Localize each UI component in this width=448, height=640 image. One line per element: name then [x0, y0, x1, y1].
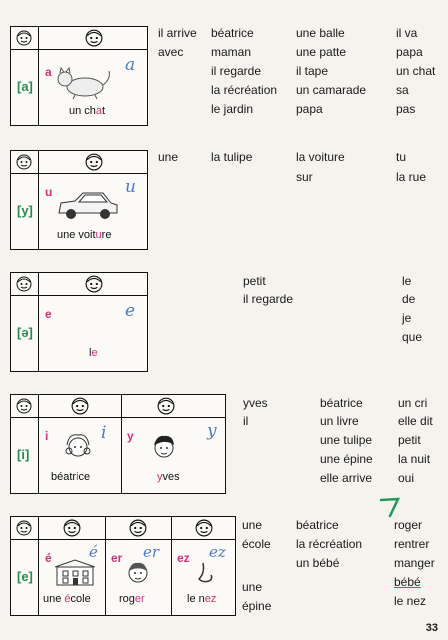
- grapheme-print: é: [45, 551, 52, 565]
- sound-table-y: [10, 150, 148, 250]
- child-face-icon: [71, 397, 89, 415]
- phoneme-label: [i]: [17, 447, 30, 462]
- face-icon: [16, 30, 32, 46]
- picture-caption: une école: [43, 593, 91, 605]
- textbook-page: [a] a a un chat il arrive avec béatrice maman il regarde la récréation le jardin une balle une patte il tape un camarade papa il va papa un chat sa pas [y] u u une voiture une la tulipe la voiture sur tu la rue [ə] e e le petit il regarde le de je que [i] i i béatrice y y yves yves il béatrice un livre une tulipe une épine elle arrive un cri elle dit petit la nuit oui [e] é é une école er er roger ez ez le nez une école une épine béatrice la récréation un bébé roger rentrer manger bébé le nez 33: [0, 0, 448, 640]
- face-icon: [16, 398, 32, 414]
- page-number: 33: [425, 622, 438, 634]
- picture-caption: le nez: [187, 593, 217, 605]
- child-face-icon: [85, 29, 103, 47]
- picture-caption: le: [89, 347, 98, 359]
- grapheme-cursive: ez: [209, 543, 226, 561]
- child-face-icon: [129, 519, 147, 537]
- sound-table-i: [10, 394, 226, 494]
- grapheme-cursive: é: [89, 543, 98, 561]
- picture-caption: roger: [119, 593, 145, 605]
- grapheme-print: i: [45, 429, 49, 443]
- grapheme-cursive: a: [125, 55, 136, 75]
- boy-illustration: [125, 559, 151, 587]
- phoneme-label: [y]: [17, 203, 33, 218]
- girl-illustration: [63, 431, 93, 463]
- child-face-icon: [85, 153, 103, 171]
- sound-table-schwa: [10, 272, 148, 372]
- face-icon: [16, 154, 32, 170]
- child-face-icon: [85, 275, 103, 293]
- grapheme-cursive: y: [207, 421, 217, 441]
- child-face-icon: [63, 519, 81, 537]
- picture-caption: yves: [157, 471, 180, 483]
- phoneme-label: [e]: [17, 569, 33, 584]
- grapheme-cursive: e: [125, 301, 136, 321]
- grapheme-print: ez: [177, 551, 190, 565]
- picture-caption: un chat: [69, 105, 106, 117]
- phoneme-label: [a]: [17, 79, 33, 94]
- picture-caption: une voiture: [57, 229, 112, 241]
- car-illustration: [55, 189, 121, 223]
- sound-table-a: [10, 26, 148, 126]
- child-face-icon: [195, 519, 213, 537]
- sound-table-e: [10, 516, 236, 616]
- table-header-row: [11, 395, 225, 418]
- nose-illustration: [197, 561, 217, 587]
- face-icon: [16, 276, 32, 292]
- school-illustration: [55, 559, 95, 587]
- grapheme-print: a: [45, 65, 52, 79]
- boy-illustration: [149, 431, 179, 463]
- picture-caption: béatrice: [51, 471, 91, 483]
- child-face-icon: [157, 397, 175, 415]
- grapheme-cursive: i: [101, 423, 107, 443]
- pen-checkmark: [378, 496, 402, 518]
- grapheme-cursive: u: [125, 177, 136, 197]
- cat-illustration: [51, 61, 115, 101]
- grapheme-print: u: [45, 185, 53, 199]
- grapheme-print: y: [127, 429, 134, 443]
- grapheme-cursive: er: [143, 543, 160, 561]
- grapheme-print: er: [111, 551, 123, 565]
- grapheme-print: e: [45, 307, 52, 321]
- face-icon: [16, 520, 32, 536]
- phoneme-label: [ə]: [17, 325, 33, 340]
